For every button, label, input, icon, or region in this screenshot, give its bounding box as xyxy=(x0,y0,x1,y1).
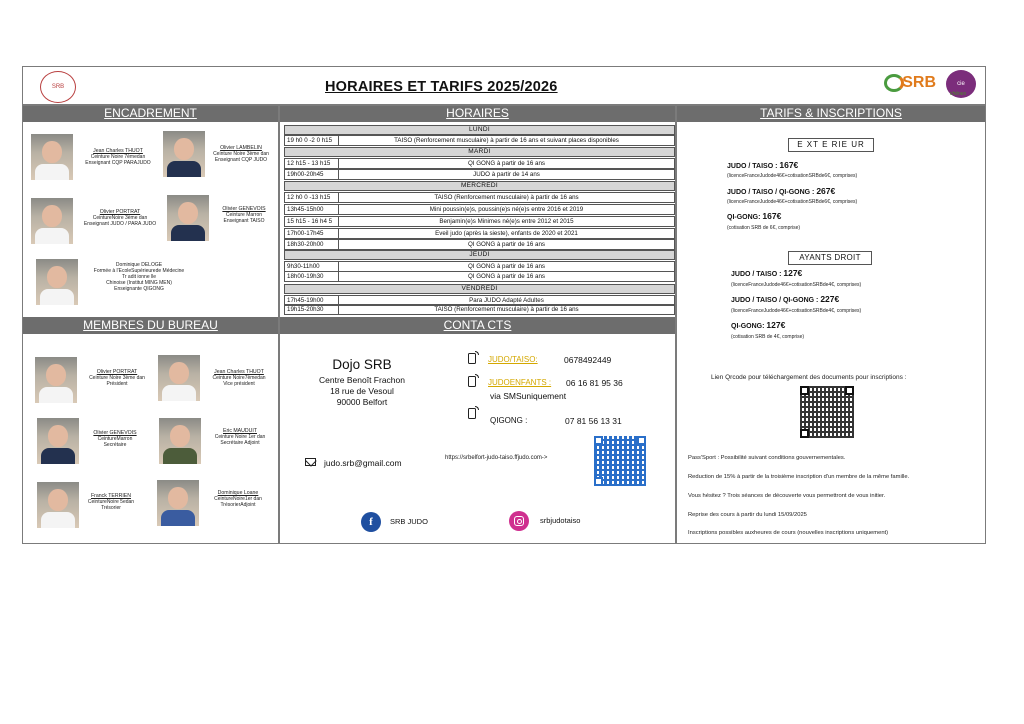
qrcode-caption: Lien Qrcode pour téléchargement des documents pour inscriptions : xyxy=(711,374,907,381)
tarif-note: (licenceFranceJudode46€+cotisationSRBde6€, comprises) xyxy=(727,199,858,205)
contact-label-judo: JUDO/TAISO: xyxy=(488,355,538,364)
staff-card: Olivier GENEVOIS Ceinture Marron Enseignant TAISO xyxy=(222,206,266,224)
schedule-row: 12 h15 - 13 h15 QI GONG à partir de 16 ans xyxy=(284,158,675,169)
schedule-row: 17h00-17h45 Eveil judo (après la sieste), enfants de 2020 et 2021 xyxy=(284,228,675,239)
phone-icon xyxy=(468,408,476,419)
email-icon xyxy=(305,458,316,466)
facebook-link[interactable]: SRB JUDO xyxy=(390,517,428,526)
day-header: JEUDI xyxy=(284,250,675,260)
day-header: VENDREDI xyxy=(284,284,675,294)
phone-icon xyxy=(468,376,476,387)
srb-swoosh-icon xyxy=(884,74,904,92)
contact-phone-enfants[interactable]: 06 16 81 95 36 xyxy=(566,378,623,388)
schedule-row: 9h30-11h00 QI GONG à partir de 16 ans xyxy=(284,261,675,272)
contact-label-enfants: JUDOENFANTS : xyxy=(488,378,552,387)
info-line: Inscriptions possibles auxheures de cours (nouvelles inscriptions uniquement) xyxy=(688,530,889,536)
header-divider xyxy=(22,104,986,106)
photo-jean-charles-thuot xyxy=(31,134,73,180)
bureau-card: Franck TERRIEN CeintureNoire 5edan Trésorier xyxy=(87,493,135,511)
day-header: MERCREDI xyxy=(284,181,675,191)
section-encadrement: ENCADREMENT xyxy=(23,105,278,122)
facebook-icon[interactable]: f xyxy=(361,512,381,532)
section-horaires: HORAIRES xyxy=(280,105,675,122)
staff-card: Olivier LAMBELIN Ceinture Noire 3ème dan Enseignant CQP JUDO xyxy=(213,145,269,163)
photo-dominique-deloge xyxy=(36,259,78,305)
section-bureau: MEMBRES DU BUREAU xyxy=(23,317,278,334)
phone-icon xyxy=(468,353,476,364)
bureau-card: Olivier GENEVOIS CeintureMarron Secrétaire xyxy=(93,430,137,448)
schedule-row: 17h45-19h00 Para JUDO Adapté Adultes xyxy=(284,295,675,306)
day-header: LUNDI xyxy=(284,125,675,135)
address-line: 18 rue de Vesoul xyxy=(330,386,394,396)
column-divider xyxy=(675,105,677,544)
instagram-link[interactable]: srbjudotaiso xyxy=(540,516,581,525)
tarif-note: (licenceFranceJudode46€+cotisationSRBde4€, comprises) xyxy=(731,308,862,314)
tarif-note: (cotisation SRB de 4€, comprise) xyxy=(731,334,805,340)
address-line: Centre Benoît Frachon xyxy=(319,375,405,385)
website-url[interactable]: https://srbelfort-judo-taiso.ffjudo.com-> xyxy=(445,455,548,461)
staff-card: Olivier PORTRAT CeintureNoire 3ème dan Enseignant JUDO / PARA JUDO xyxy=(83,209,157,227)
schedule-row: 19h15-20h30 TAISO (Renforcement musculaire) à partir de 16 ans xyxy=(284,304,675,315)
tarif-note: (licenceFranceJudode46€+cotisationSRBde4€, comprises) xyxy=(731,282,862,288)
schedule-row: 13h45-15h00 Mini poussin(e)s, poussin(e)s né(e)s entre 2016 et 2019 xyxy=(284,204,675,215)
section-contacts: CONTA CTS xyxy=(280,317,675,334)
info-line: Pass'Sport : Possibilité suivant conditions gouvernementales. xyxy=(688,455,846,461)
contact-label-qigong: QIGONG : xyxy=(490,416,528,425)
photo-olivier-portrat xyxy=(31,198,73,244)
schedule-row: 12 h0 0 -13 h15 TAISO (Renforcement musculaire) à partir de 16 ans xyxy=(284,192,675,203)
tarif-note: (cotisation SRB de 6€, comprise) xyxy=(727,225,801,231)
address-line: 90000 Belfort xyxy=(336,397,388,407)
tarif-ext-qigong: QI-GONG: 167€ xyxy=(727,211,782,221)
club-logo: SRB xyxy=(40,71,76,103)
photo-bureau-terrien xyxy=(37,482,79,528)
info-line: Reduction de 15% à partir de la troisième inscription d'un membre de la même famille. xyxy=(688,474,910,480)
contact-phone-qigong[interactable]: 07 81 56 13 31 xyxy=(565,416,622,426)
srb-logo: SRB xyxy=(884,72,936,94)
schedule-row: 18h30-20h00 QI GONG à partir de 16 ans xyxy=(284,239,675,250)
tarif-ad-qigong: QI-GONG: 127€ xyxy=(731,320,786,330)
photo-olivier-lambelin xyxy=(163,131,205,177)
ayants-droit-label: AYANTS DROIT xyxy=(788,251,872,265)
tarif-ad-judo-taiso-qigong: JUDO / TAISO / QI-GONG : 227€ xyxy=(731,294,840,304)
schedule-row: 19h00-20h45 JUDO à partir de 14 ans xyxy=(284,169,675,180)
cie-chenes-logo: cie xyxy=(946,70,976,98)
day-header: MARDI xyxy=(284,147,675,157)
info-line: Reprise des cours à partir du lundi 15/09/2025 xyxy=(688,512,807,518)
tarif-note: (licenceFranceJudode46€+cotisationSRBde6€, comprises) xyxy=(727,173,858,179)
photo-olivier-genevois xyxy=(167,195,209,241)
bureau-card: Dominique Loane CeintureNoire1er dan TrésorierAdjoint xyxy=(214,490,262,508)
section-tarifs: TARIFS & INSCRIPTIONS xyxy=(677,105,985,122)
photo-bureau-thuot xyxy=(158,355,200,401)
tarif-ext-judo-taiso: JUDO / TAISO : 167€ xyxy=(727,160,799,170)
cie-chenes-label: chênes xyxy=(950,91,967,97)
website-qrcode[interactable] xyxy=(594,436,646,486)
tarif-ad-judo-taiso: JUDO / TAISO : 127€ xyxy=(731,268,803,278)
bureau-card: Jean Charles THUOT Ceinture Noire7èmedan Vice président xyxy=(212,369,266,387)
staff-card: Dominique DELOGE Formée à l'EcoleSupérieurede Médecine Tr adit ionne lle Chinoise (Institut MING MEN) Enseignante QIGONG xyxy=(93,262,185,292)
page-title: HORAIRES ET TARIFS 2025/2026 xyxy=(325,79,558,95)
dojo-name: Dojo SRB xyxy=(332,357,392,372)
tarif-ext-judo-taiso-qigong: JUDO / TAISO / QI-GONG : 267€ xyxy=(727,186,836,196)
schedule-row: 19 h0 0 -2 0 h15 TAISO (Renforcement musculaire) à partir de 16 ans et suivant places disponibles xyxy=(284,135,675,146)
schedule-row: 18h00-19h30 QI GONG à partir de 16 ans xyxy=(284,271,675,282)
photo-bureau-loane xyxy=(157,480,199,526)
contact-phone-judo[interactable]: 0678492449 xyxy=(564,355,612,365)
photo-bureau-mauduit xyxy=(159,418,201,464)
column-divider xyxy=(278,105,280,544)
info-line: Vous hésitez ? Trois séances de découverte vous permettront de vous initier. xyxy=(688,493,886,499)
contact-email[interactable]: judo.srb@gmail.com xyxy=(324,458,402,468)
schedule-row: 15 h15 - 16 h4 5 Benjamin(e)s Minimes né(e)s entre 2012 et 2015 xyxy=(284,216,675,227)
bureau-card: Eric MAUDUIT Ceinture Noire 1er dan Secrétaire Adjoint xyxy=(214,428,266,446)
instagram-icon[interactable] xyxy=(509,511,529,531)
contact-note-sms: via SMSuniquement xyxy=(490,391,567,401)
bureau-card: Olivier PORTRAT Ceinture Noire 3ème dan Président xyxy=(89,369,145,387)
inscriptions-qrcode[interactable] xyxy=(800,386,854,438)
staff-card: Jean Charles THUOT Ceinture Noire 7èmedan Enseignant CQP PARAJUDO xyxy=(85,148,151,166)
photo-bureau-portrat xyxy=(35,357,77,403)
exterieur-label: E XT E RIE UR xyxy=(788,138,874,152)
photo-bureau-genevois xyxy=(37,418,79,464)
